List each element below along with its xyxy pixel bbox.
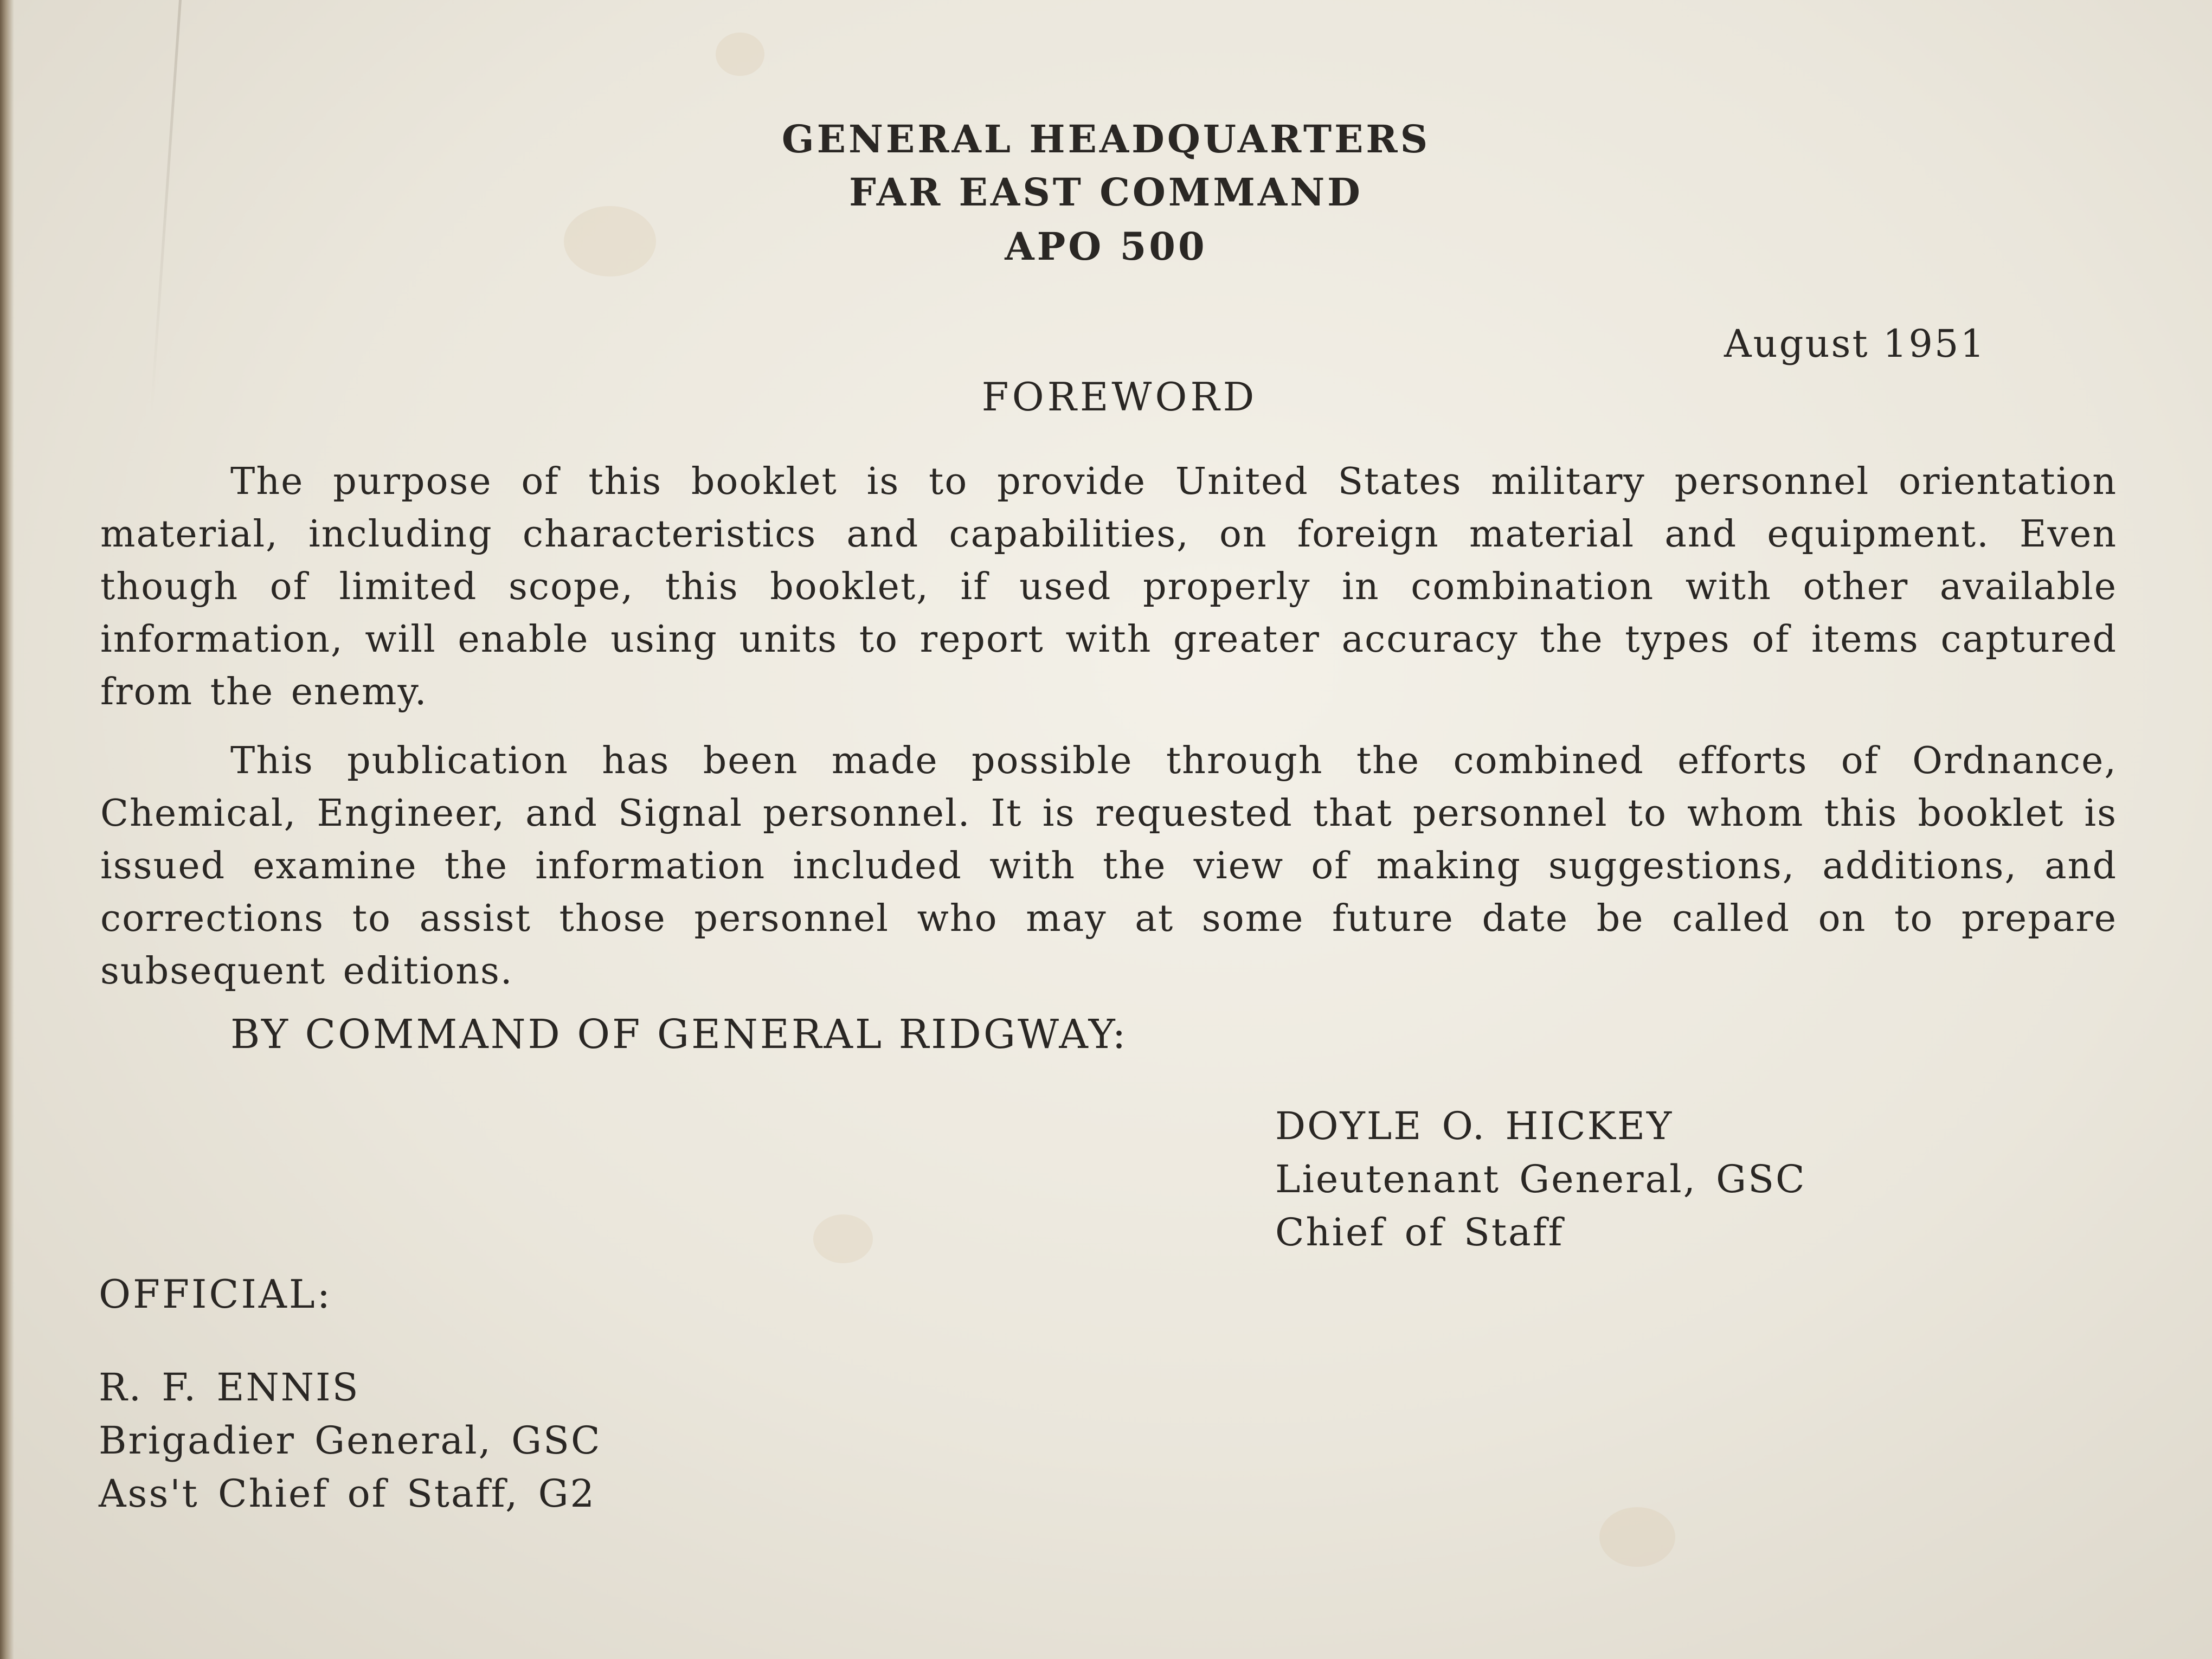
header-line-2: FAR EAST COMMAND — [849, 170, 1363, 215]
page-title: FOREWORD — [981, 374, 1258, 420]
official-rank: Brigadier General, GSC — [99, 1418, 602, 1463]
header-line-1: GENERAL HEADQUARTERS — [781, 117, 1431, 162]
header-line-3: APO 500 — [1005, 224, 1207, 269]
signature-block-official — [99, 1361, 602, 1520]
signatory-rank: Lieutenant General, GSC — [1275, 1157, 1806, 1201]
official-position: Ass't Chief of Staff, G2 — [99, 1471, 596, 1516]
signature-block-chief-of-staff — [1275, 1099, 1806, 1259]
signatory-position: Chief of Staff — [1275, 1210, 1564, 1255]
official-label: OFFICIAL: — [99, 1271, 332, 1317]
signatory-name: DOYLE O. HICKEY — [1275, 1104, 1674, 1148]
paragraph-purpose: The purpose of this booklet is to provide United States military personnel orientation material, including characteristics and capabilities, on foreign material and equipment. Even though of limited scope, this booklet, if used properly in combination with other available information, will enable using units to report with greater accuracy the types of items captured from the enemy. — [100, 460, 2117, 713]
document-date: August 1951 — [1724, 321, 1986, 366]
official-name: R. F. ENNIS — [99, 1365, 360, 1410]
paragraph-publication: This publication has been made possible through the combined efforts of Ordnance, Chemical, Engineer, and Signal personnel. It is requested that personnel to whom this booklet is issued examine the information included with the view of making suggestions, additions, and corrections to assist those personnel who may at some future date be called on to prepare subsequent editions. — [100, 740, 2117, 993]
paper-stain — [813, 1214, 873, 1263]
paper-stain — [716, 33, 764, 76]
paper-stain — [1599, 1507, 1675, 1567]
command-line: BY COMMAND OF GENERAL RIDGWAY: — [230, 1011, 1128, 1058]
